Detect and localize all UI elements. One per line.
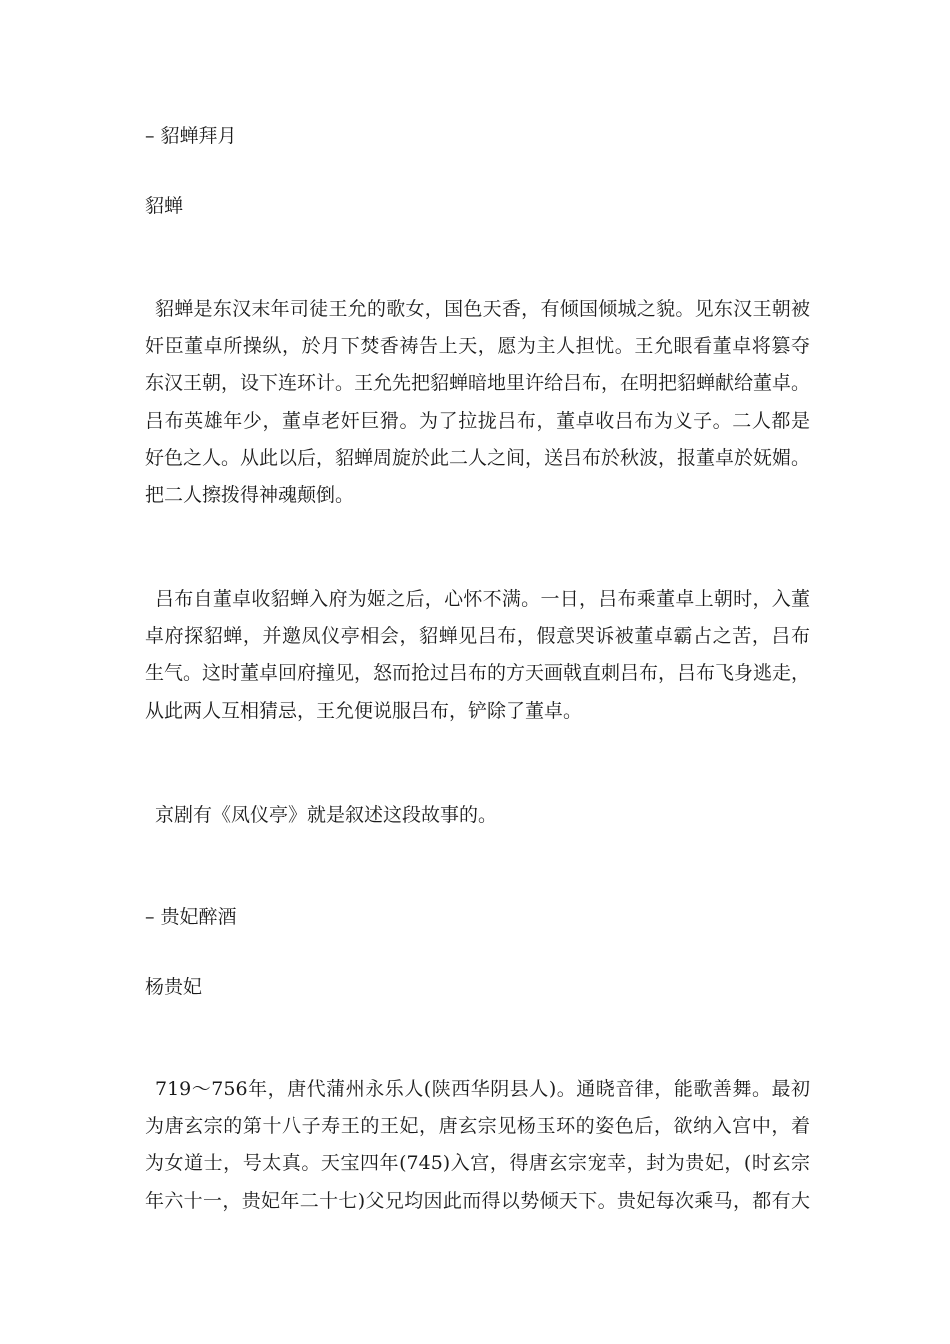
text-line: 把二人擦拨得神魂颠倒。 [145, 484, 355, 507]
text-line: 奸臣董卓所操纵，於月下焚香祷告上天，愿为主人担忧。王允眼看董卓将篡夺 [145, 335, 810, 358]
section-heading: – 贵妃醉酒 [145, 906, 237, 928]
text-line: 生气。这时董卓回府撞见，怒而抢过吕布的方天画戟直刺吕布，吕布飞身逃走， [145, 662, 811, 685]
text-line: 东汉王朝，设下连环计。王允先把貂蝉暗地里许给吕布，在明把貂蝉献给董卓。 [145, 372, 811, 395]
section-subject: 杨贵妃 [145, 976, 203, 998]
text-line: 年六十一，贵妃年二十七)父兄均因此而得以势倾天下。贵妃每次乘马，都有大 [145, 1189, 810, 1212]
text-line: 吕布英雄年少，董卓老奸巨猾。为了拉拢吕布，董卓收吕布为义子。二人都是 [145, 409, 810, 432]
paragraph [145, 797, 810, 834]
text-line: 吕布自董卓收貂蝉入府为姬之后，心怀不满。一日，吕布乘董卓上朝时，入董 [155, 588, 810, 610]
paragraph [145, 581, 810, 730]
text-line: 京剧有《凤仪亭》就是叙述这段故事的。 [155, 804, 498, 826]
paragraph [145, 291, 810, 514]
text-line: 为唐玄宗的第十八子寿王的王妃，唐玄宗见杨玉环的姿色后，欲纳入宫中，着 [145, 1115, 810, 1138]
section-heading: – 貂蝉拜月 [145, 125, 237, 147]
text-line: 719～756年，唐代蒲州永乐人(陕西华阴县人)。通晓音律，能歌善舞。最初 [155, 1078, 810, 1100]
text-line: 为女道士，号太真。天宝四年(745)入宫，得唐玄宗宠幸，封为贵妃，(时玄宗 [145, 1152, 810, 1175]
text-line: 貂蝉是东汉末年司徒王允的歌女，国色天香，有倾国倾城之貌。见东汉王朝被 [155, 298, 810, 320]
text-line: 从此两人互相猜忌，王允便说服吕布，铲除了董卓。 [145, 699, 583, 722]
text-line: 好色之人。从此以后，貂蝉周旋於此二人之间，送吕布於秋波，报董卓於妩媚。 [145, 446, 811, 469]
section-subject: 貂蝉 [145, 195, 184, 217]
text-line: 卓府探貂蝉，并邀凤仪亭相会，貂蝉见吕布，假意哭诉被董卓霸占之苦，吕布 [145, 625, 810, 648]
paragraph [145, 1071, 810, 1220]
